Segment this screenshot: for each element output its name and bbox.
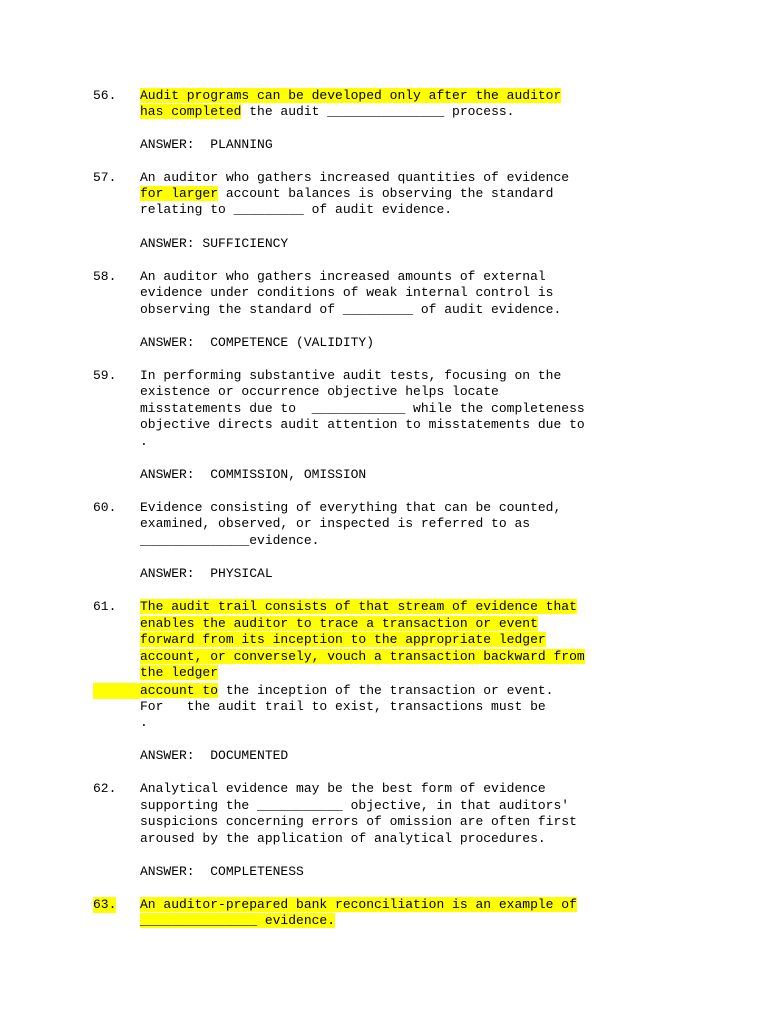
question-text-line bbox=[140, 368, 561, 384]
highlighted-text: The audit trail consists of that stream of evidence that bbox=[140, 599, 577, 614]
question-text-line bbox=[140, 781, 546, 797]
plain-text: For the audit trail to exist, transactions must be bbox=[140, 699, 546, 714]
question-text-line bbox=[140, 533, 319, 549]
answer-line: ANSWER: COMPLETENESS bbox=[140, 864, 304, 879]
question-number: 56. bbox=[93, 88, 117, 103]
plain-text: suspicions concerning errors of omission are often first bbox=[140, 814, 577, 829]
question-text-line bbox=[140, 384, 499, 400]
plain-text: existence or occurrence objective helps locate bbox=[140, 384, 499, 399]
plain-text: relating to _________ of audit evidence. bbox=[140, 202, 453, 217]
question-text-line bbox=[140, 269, 546, 285]
question-text-line bbox=[140, 599, 577, 615]
plain-text: Analytical evidence may be the best form of evidence bbox=[140, 781, 546, 796]
plain-text: ______________evidence. bbox=[140, 533, 320, 548]
question-text-line bbox=[140, 632, 546, 648]
question-number: 59. bbox=[93, 368, 117, 383]
question-number: 62. bbox=[93, 781, 117, 796]
highlighted-text: account, or conversely, vouch a transaction backward from bbox=[140, 649, 585, 664]
plain-text: An auditor who gathers increased quantities of evidence bbox=[140, 170, 570, 185]
answer-line: ANSWER: PHYSICAL bbox=[140, 566, 273, 581]
plain-text: An auditor who gathers increased amounts of external bbox=[140, 269, 546, 284]
question-text-line bbox=[140, 170, 569, 186]
highlighted-text: _______________ evidence. bbox=[140, 913, 336, 928]
question-text-line bbox=[140, 202, 452, 218]
question-text-line bbox=[140, 798, 569, 814]
question-text-line bbox=[140, 616, 538, 632]
question-number: 57. bbox=[93, 170, 117, 185]
question-text-line bbox=[140, 401, 585, 417]
question-number: 63. bbox=[93, 897, 117, 912]
question-number: 58. bbox=[93, 269, 117, 284]
plain-text: Evidence consisting of everything that can be counted, bbox=[140, 500, 562, 515]
question-text-line bbox=[140, 665, 218, 681]
plain-text: . bbox=[140, 715, 148, 730]
plain-text: the audit _______________ process. bbox=[241, 104, 515, 119]
plain-text: supporting the ___________ objective, in that auditors' bbox=[140, 798, 570, 813]
answer-line: ANSWER: SUFFICIENCY bbox=[140, 236, 289, 251]
question-text-line bbox=[140, 699, 546, 715]
question-text-line bbox=[140, 649, 585, 665]
plain-text: In performing substantive audit tests, focusing on the bbox=[140, 368, 562, 383]
plain-text: . bbox=[140, 434, 148, 449]
question-text-line bbox=[140, 814, 577, 830]
plain-text: examined, observed, or inspected is referred to as bbox=[140, 516, 531, 531]
highlighted-text: the ledger bbox=[140, 665, 219, 680]
question-number: 60. bbox=[93, 500, 117, 515]
question-text-line bbox=[140, 683, 553, 699]
question-text-line bbox=[140, 715, 148, 731]
question-text-line bbox=[140, 831, 546, 847]
highlighted-text: enables the auditor to trace a transaction or event bbox=[140, 616, 538, 631]
question-text-line bbox=[140, 434, 148, 450]
plain-text: evidence under conditions of weak internal control is bbox=[140, 285, 554, 300]
highlighted-text: Audit programs can be developed only after the auditor bbox=[140, 88, 562, 103]
plain-text: observing the standard of _________ of audit evidence. bbox=[140, 302, 562, 317]
highlighted-text: forward from its inception to the appropriate ledger bbox=[140, 632, 546, 647]
answer-line: ANSWER: COMPETENCE (VALIDITY) bbox=[140, 335, 375, 350]
highlighted-text: account to bbox=[140, 683, 219, 698]
plain-text: the inception of the transaction or event. bbox=[218, 683, 554, 698]
highlighted-text: An auditor-prepared bank reconciliation is an example of bbox=[140, 897, 577, 912]
highlighted-text: has completed bbox=[140, 104, 242, 119]
answer-line: ANSWER: COMMISSION, OMISSION bbox=[140, 467, 367, 482]
question-text-line bbox=[140, 104, 514, 120]
question-text-line bbox=[140, 186, 553, 202]
answer-line: ANSWER: DOCUMENTED bbox=[140, 748, 289, 763]
plain-text: account balances is observing the standard bbox=[218, 186, 554, 201]
question-text-line bbox=[140, 913, 335, 929]
question-text-line bbox=[140, 88, 561, 104]
highlighted-text: for larger bbox=[140, 186, 219, 201]
question-text-line bbox=[140, 897, 577, 913]
question-text-line bbox=[140, 500, 561, 516]
plain-text: aroused by the application of analytical procedures. bbox=[140, 831, 546, 846]
plain-text: objective directs audit attention to misstatements due to bbox=[140, 417, 585, 432]
question-text-line bbox=[140, 285, 553, 301]
plain-text: misstatements due to ____________ while the completeness bbox=[140, 401, 585, 416]
question-text-line bbox=[140, 302, 561, 318]
question-text-line bbox=[140, 417, 585, 433]
answer-line: ANSWER: PLANNING bbox=[140, 137, 273, 152]
question-text-line bbox=[140, 516, 530, 532]
question-number: 61. bbox=[93, 599, 117, 614]
highlight-margin-bar bbox=[93, 683, 140, 699]
